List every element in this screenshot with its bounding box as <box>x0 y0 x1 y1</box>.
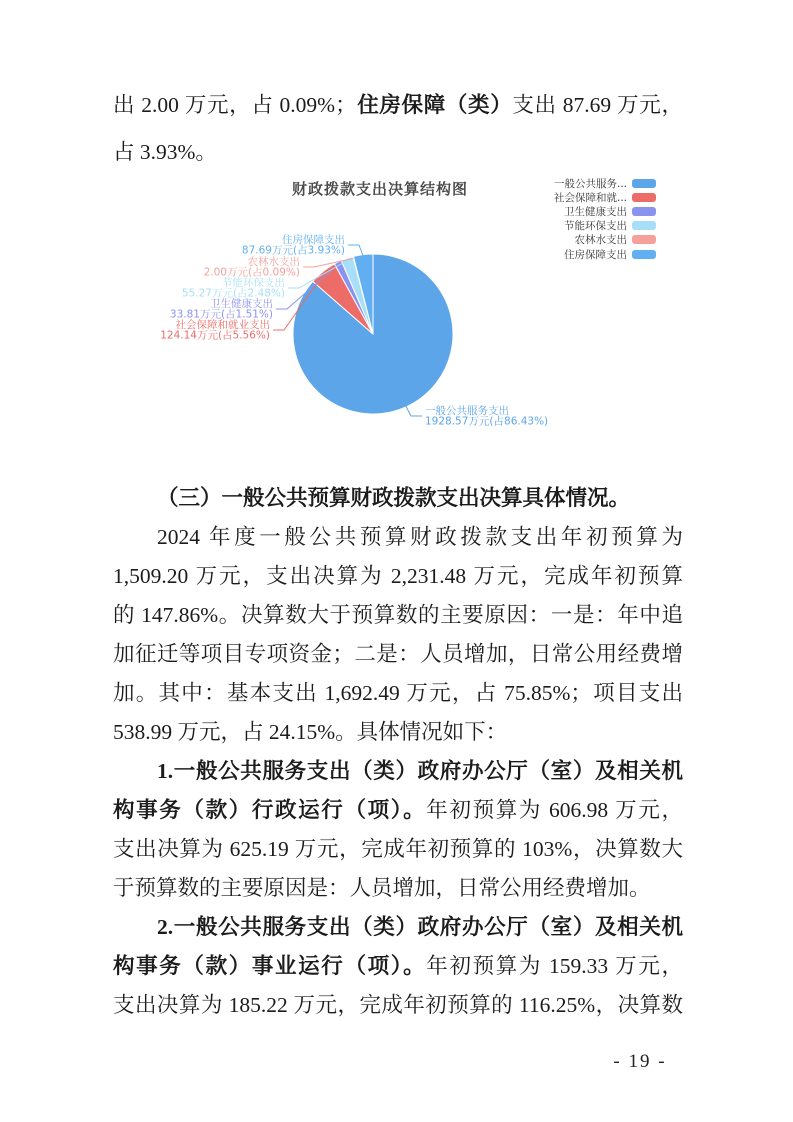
doc-line <box>113 713 683 752</box>
text-run: 于预算数的主要原因是：人员增加，日常公用经费增加。 <box>113 876 651 900</box>
text-run: 的 147.86%。决算数大于预算数的主要原因：一是：年中追 <box>113 603 683 627</box>
doc-line <box>113 908 683 947</box>
text-run: 1.一般公共服务支出（类）政府办公厅（室）及相关机 <box>157 759 683 783</box>
legend-label: 卫生健康支出 <box>564 205 627 218</box>
doc-line <box>113 791 683 830</box>
text-run: 加征迁等项目专项资金；二是：人员增加，日常公用经费增 <box>113 642 683 666</box>
text-run: 占 3.93%。 <box>113 140 217 164</box>
pie-label-name: 农林水支出 <box>247 256 300 268</box>
pie-label-value: 1928.57万元(占86.43%) <box>425 415 549 428</box>
pie-label-name: 社会保障和就业支出 <box>175 319 270 331</box>
pie-label-value: 2.00万元(占0.09%) <box>203 266 300 279</box>
legend-label: 节能环保支出 <box>564 220 627 233</box>
pie-label-value: 55.27万元(占2.48%) <box>181 287 285 300</box>
text-run: 2024 年度一般公共预算财政拨款支出年初预算为 <box>157 525 683 549</box>
text-run: 支出决算为 185.22 万元，完成年初预算的 116.25%，决算数 <box>113 993 683 1017</box>
text-run: 年初预算为 159.33 万元， <box>426 954 683 978</box>
pie-label-name: 住房保障支出 <box>282 234 345 246</box>
doc-line <box>113 674 683 713</box>
doc-line <box>113 596 683 635</box>
doc-line <box>113 752 683 791</box>
doc-line <box>113 869 683 908</box>
text-run: 1,509.20 万元，支出决算为 2,231.48 万元，完成年初预算 <box>113 564 683 588</box>
text-run: 年初预算为 606.98 万元， <box>426 798 683 822</box>
legend-label: 住房保障支出 <box>564 248 627 261</box>
doc-line <box>113 557 683 596</box>
pie-label-line <box>405 405 422 416</box>
pie-svg <box>130 165 690 460</box>
doc-line <box>113 830 683 869</box>
text-run: 住房保障（类） <box>356 93 513 117</box>
doc-line <box>113 479 683 518</box>
text-run: 构事务（款）行政运行（项）。 <box>113 798 427 822</box>
doc-line <box>113 518 683 557</box>
pie-label-value: 124.14万元(占5.56%) <box>160 329 270 342</box>
pie-label-value: 87.69万元(占3.93%) <box>241 244 345 257</box>
page-number: - 19 - <box>613 1051 667 1072</box>
chart-title: 财政拨款支出决算结构图 <box>291 180 468 198</box>
pie-label-name: 一般公共服务支出 <box>425 405 509 417</box>
text-run: （三）一般公共预算财政拨款支出决算具体情况。 <box>157 486 631 510</box>
text-run: 加。其中：基本支出 1,692.49 万元，占 75.85%；项目支出 <box>113 681 683 705</box>
legend-label: 一般公共服务... <box>553 177 627 190</box>
text-run: 支出 87.69 万元， <box>512 93 683 117</box>
legend-label: 农林水支出 <box>574 234 627 247</box>
fiscal-expenditure-pie-chart <box>0 0 793 480</box>
pie-label-value: 33.81万元(占1.51%) <box>169 308 273 321</box>
text-run: 538.99 万元，占 24.15%。具体情况如下： <box>113 720 508 744</box>
paragraph-body <box>113 479 683 1025</box>
pie-label-name: 节能环保支出 <box>222 277 285 289</box>
doc-line <box>113 635 683 674</box>
doc-line <box>113 986 683 1025</box>
text-run: 2.一般公共服务支出（类）政府办公厅（室）及相关机 <box>157 915 683 939</box>
text-run: 构事务（款）事业运行（项）。 <box>113 954 427 978</box>
pie-label-name: 卫生健康支出 <box>210 298 273 310</box>
doc-line <box>113 947 683 986</box>
text-run: 支出决算为 625.19 万元，完成年初预算的 103%，决算数大 <box>113 837 683 861</box>
text-run: 出 2.00 万元，占 0.09%； <box>113 93 357 117</box>
legend-label: 社会保障和就... <box>553 191 627 204</box>
